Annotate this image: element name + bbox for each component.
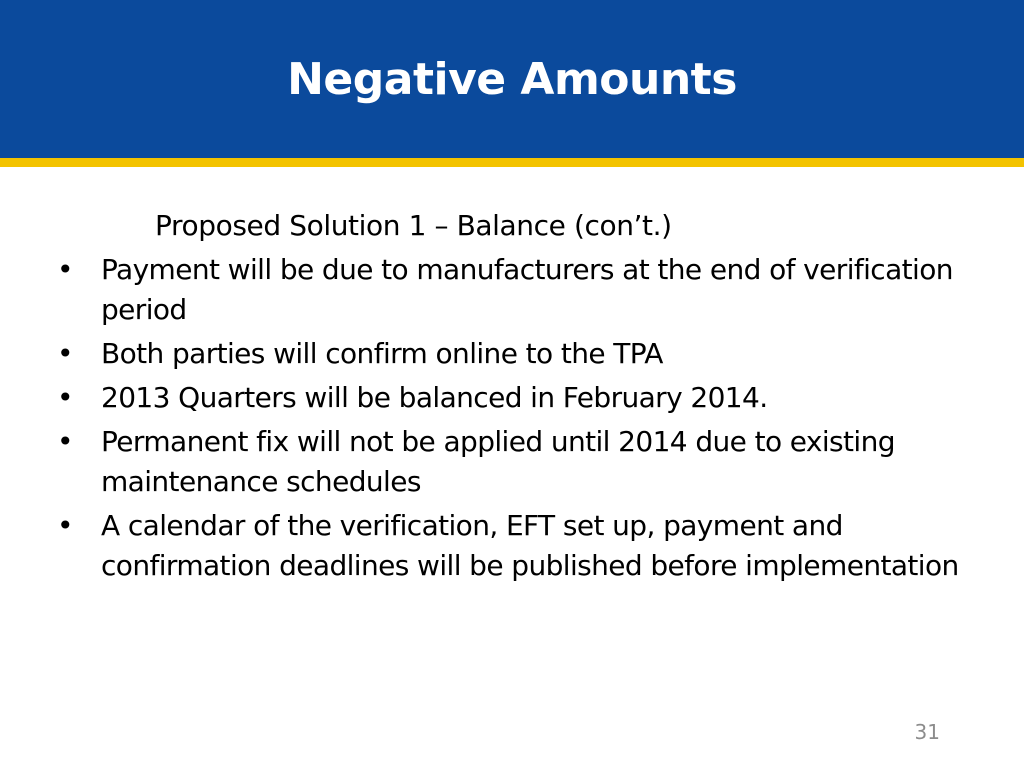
bullet-list	[55, 250, 975, 586]
bullet-icon: •	[57, 337, 73, 370]
bullet-icon: •	[57, 253, 73, 286]
bullet-text: Both parties will confirm online to the TPA	[101, 337, 663, 370]
bullet-icon: •	[57, 381, 73, 414]
slide-subheading: Proposed Solution 1 – Balance (con’t.)	[155, 209, 672, 242]
bullet-icon: •	[57, 509, 73, 542]
bullet-item	[55, 334, 975, 374]
bullet-text: A calendar of the verification, EFT set up, payment and confirmation deadlines will be published before implementation	[101, 509, 959, 582]
bullet-item	[55, 250, 975, 330]
bullet-text: Permanent fix will not be applied until 2014 due to existing maintenance schedules	[101, 425, 895, 498]
bullet-icon: •	[57, 425, 73, 458]
header-accent-stripe	[0, 158, 1024, 167]
bullet-text: Payment will be due to manufacturers at the end of verification period	[101, 253, 953, 326]
slide-title: Negative Amounts	[287, 54, 737, 105]
bullet-item	[55, 378, 975, 418]
slide-content	[55, 206, 975, 586]
bullet-item	[55, 422, 975, 502]
bullet-item	[55, 506, 975, 586]
page-number: 31	[914, 720, 940, 744]
bullet-text: 2013 Quarters will be balanced in February 2014.	[101, 381, 768, 414]
